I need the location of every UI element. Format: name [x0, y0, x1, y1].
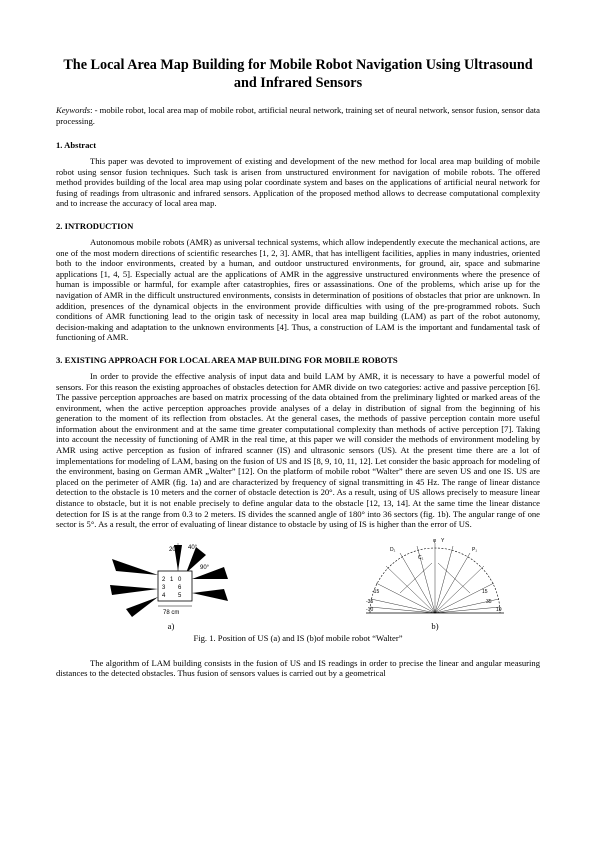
angle-label: 20° — [169, 546, 179, 553]
section-introduction — [56, 221, 540, 343]
sector-label: 10 — [496, 606, 502, 613]
angle-label: 90° — [200, 564, 210, 571]
section-heading: 1. Abstract — [56, 140, 97, 150]
angle-label: 40° — [188, 544, 198, 551]
sensor-number: 0 — [178, 576, 182, 583]
axis-label: Y — [441, 537, 445, 544]
sector-lines — [370, 543, 500, 613]
us-cone — [110, 585, 158, 595]
figure-1b — [360, 537, 510, 631]
us-cone — [192, 589, 228, 601]
sector-label: -10 — [366, 606, 374, 613]
figure-caption: Fig. 1. Position of US (a) and IS (b)of mobile robot “Walter” — [193, 632, 403, 643]
sector-label: -35 — [366, 598, 374, 605]
section-body: Autonomous mobile robots (AMR) as universal technical systems, which allow independently execute the mechanical actions, are one of the most modern directions of scientific researches [1, 2, 3]. AMR, that has intelligent facilities, applies in many industries, oriented both to the indoor environments, created by a human, and outdoor unstructured environments, for ground, air, space and submarine applications [1, 4, 5]. Especially actual are the applications of AMR in the aggressive unstructured environments where the presence of human is impossible or harmful, for example after catastrophies, fires or assassinations. One of the problems, which arise up for the navigation of AMR in the difficult unstructured environments, consists in determination of positions of obstacles that prior are unknown. In addition, presences of the dynamical objects in the environment provide difficulties with using of the pre-programmed robots. Such conditions of AMR functioning lead to the origin task of necessity in local area map building (LAM) as part of the robot autonomy, decision-making and adaptation to the unknown environments [4]. Thus, a construction of LAM is the important and fundamental task of functioning of AMR. — [56, 236, 540, 343]
sector-label: 15 — [482, 588, 488, 595]
us-cone — [126, 597, 158, 617]
us-cone — [112, 559, 158, 575]
section-abstract — [56, 140, 540, 209]
sector-label: D₁ — [390, 546, 396, 553]
section-body: In order to provide the effective analysis of input data and build LAM by AMR, it is necessary to have a powerful model of sensors. For this reason the existing approaches of obstacles detection for AMR divide on two categories: active and passive perception [6]. The passive perception approaches are based on matrix processing of the data obtained from the preliminary lighted or marked areas of the environment, when the active perception approaches provide analyses of a delay in distribution of signal from the beginning of his generation to the moment of its reflection from obstacles. At the general cases, the methods of passive perception contain more useful information about the environment and at the same time greater computational complexity than methods of active perception [7]. Taking into account the necessity of functioning of AMR in the real time, at this paper we will consider the methods of environment modeling by AMR using active perception as fusion of infrared scanner (IS) and ultrasonic sensors (US). At the present time there are a lot of implementations for modeling of LAM, basing on the fusion of US and IS [8, 9, 10, 11, 12]. Let consider the basic approach for modeling of the environment, basing on German AMR „Walter” [12]. On the platform of mobile robot “Walter” there are seven US and one IS. US are placed on the perimeter of AMR (fig. 1a) and are characterized by frequency of signal transmitting in 45 Hz. The range of linear distance detection to the obstacle is 10 meters and the corner of obstacle detection is 20°. As a result, using of US allows precisely to measure linear distance to obstacle, but it is not enable precisely to define angular data to the obstacle [12, 13, 14]. At the same time the linear distance detection for IS is at the range from 0.3 to 2 meters. IS divides the scanned angle of 180° into 36 sectors (fig. 1b). The angular range of one sector is 5°. As a result, the error of evaluating of linear distance to obstacle by using of IS is higher than the error of US. — [56, 370, 540, 530]
figure-1 — [56, 537, 540, 631]
sector-label: -15 — [372, 588, 380, 595]
sensor-number: 6 — [178, 584, 182, 591]
keywords — [56, 105, 540, 127]
section-heading: 2. INTRODUCTION — [56, 220, 134, 231]
us-placement-diagram — [106, 537, 236, 621]
arrow-line — [438, 563, 470, 593]
sensor-number: 3 — [162, 584, 166, 591]
is-scan-diagram — [360, 537, 510, 621]
figure-1a — [106, 537, 236, 631]
sensor-number: 4 — [162, 592, 166, 599]
figure-1a-label: a) — [167, 620, 175, 631]
sensor-number: 2 — [162, 576, 166, 583]
sensor-number: 5 — [178, 592, 182, 599]
axis-label: φ — [433, 537, 437, 544]
paper-page — [56, 56, 540, 679]
section-heading: 3. EXISTING APPROACH FOR LOCAL AREA MAP BUILDING FOR MOBILE ROBOTS — [56, 354, 398, 365]
keywords-label: Keywords — [56, 105, 91, 115]
sensor-number: 1 — [170, 576, 174, 583]
paper-title: The Local Area Map Building for Mobile Robot Navigation Using Ultrasound and Infrared Sensors — [63, 57, 533, 91]
sector-label: C₁ — [418, 554, 424, 561]
section-body: This paper was devoted to improvement of existing and development of the new method for local area map building of mobile robot using sensor fusion techniques. Such task is arisen from unstructured environment for navigation of mobile robots. The offered method provides building of the local area map using polar coordinate system and bases on the applications of artificial neural network for fusing of readings from ultrasonic and infrared sensors. Application of the proposed method allows to decrease computational complexity and to increase the accuracy of local area map. — [56, 156, 540, 209]
arrow-line — [400, 563, 432, 593]
width-label: 78 cm — [163, 609, 180, 616]
figure-1b-label: b) — [431, 620, 439, 631]
sector-label: 35 — [486, 598, 492, 605]
sector-label: P₁ — [472, 546, 478, 553]
closing-paragraph: The algorithm of LAM building consists in the fusion of US and IS readings in order to precise the linear and angular measuring distances to the detected obstacles. Thus fusion of sensors values is carried out by a geometrical — [56, 657, 540, 679]
keywords-text: : - mobile robot, local area map of mobile robot, artificial neural network, training set of neural network, sensor fusion, sensor data processing. — [56, 105, 540, 126]
section-existing-approach — [56, 355, 540, 530]
us-cone — [192, 564, 228, 579]
